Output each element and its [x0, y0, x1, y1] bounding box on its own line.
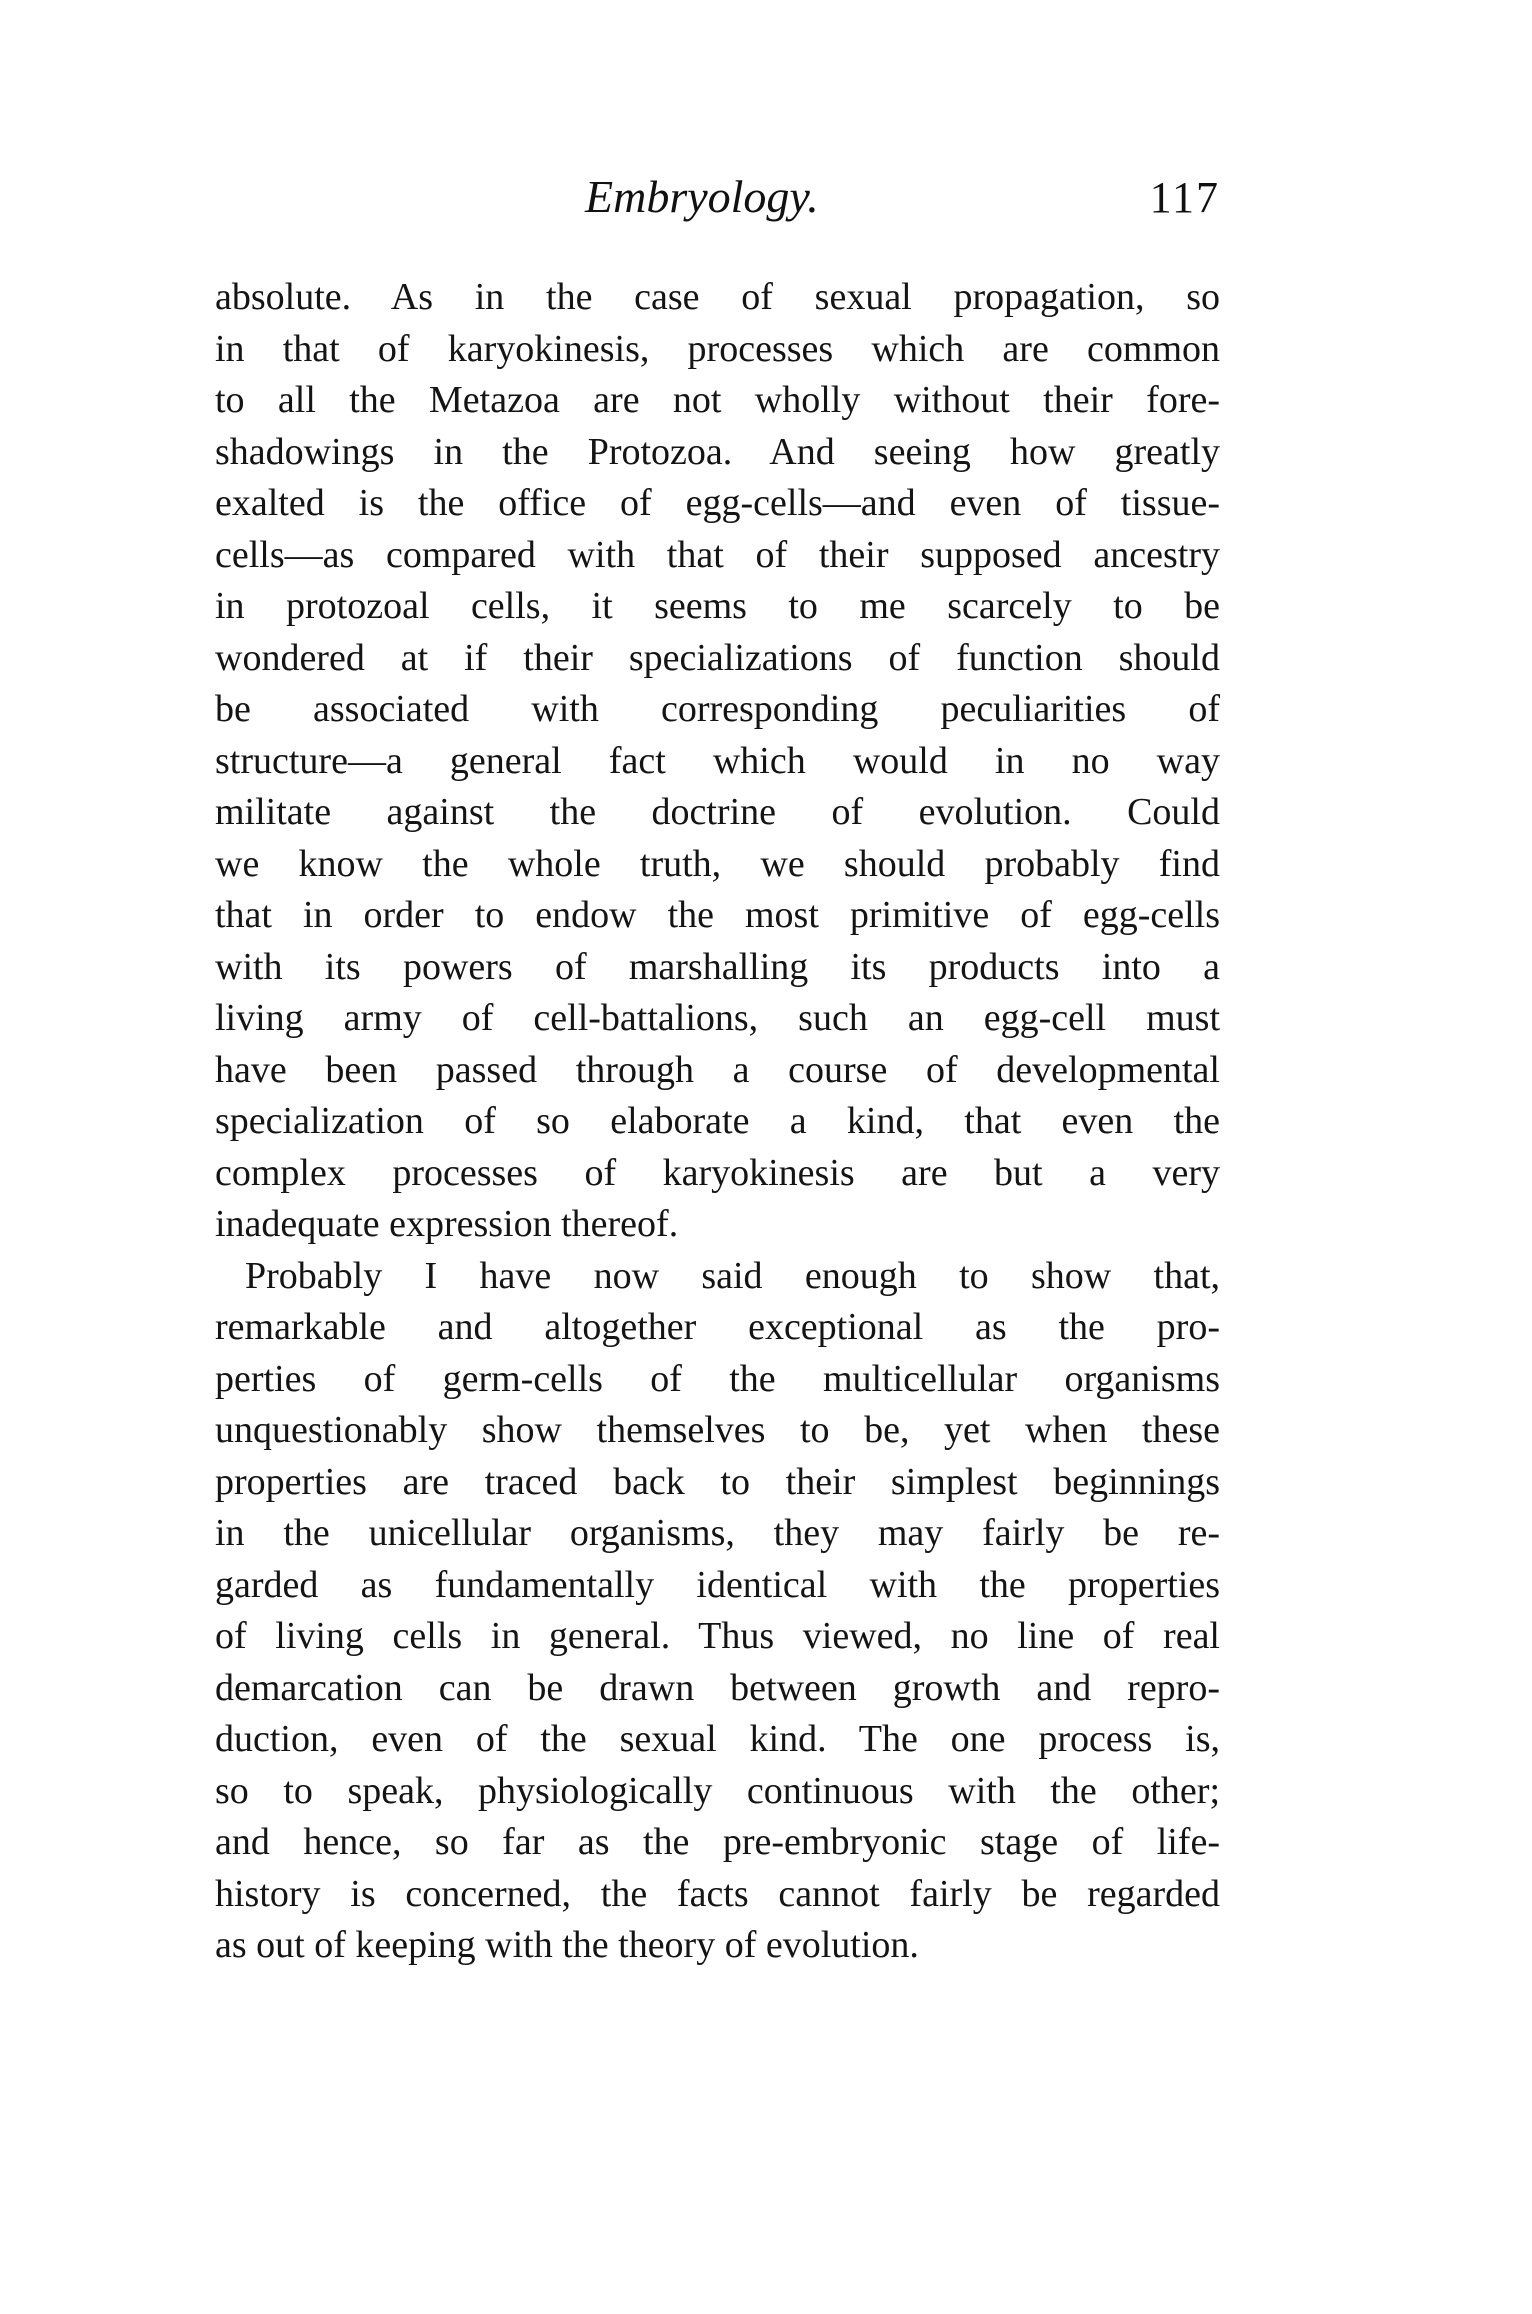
- text-line: Probably I have now said enough to show that,: [245, 1254, 1220, 1297]
- text-line: living army of cell-battalions, such an egg-cell must: [215, 997, 1220, 1039]
- running-head: [215, 170, 1220, 240]
- text-line: wondered at if their specializations of function should: [215, 636, 1220, 679]
- text-line: to all the Metazoa are not wholly without their fore-: [215, 379, 1220, 421]
- text-line: shadowings in the Protozoa. And seeing how greatly: [215, 430, 1220, 473]
- text-line: specialization of so elaborate a kind, that even the: [215, 1100, 1220, 1142]
- text-line: remarkable and altogether exceptional as the pro-: [215, 1306, 1220, 1348]
- text-line: with its powers of marshalling its products into a: [215, 945, 1220, 988]
- text-line: garded as fundamentally identical with the properties: [215, 1563, 1220, 1606]
- chapter-title: Embryology.: [585, 171, 819, 222]
- text-line: absolute. As in the case of sexual propagation, so: [215, 276, 1220, 318]
- text-line: so to speak, physiologically continuous with the other;: [215, 1769, 1220, 1812]
- text-line: in protozoal cells, it seems to me scarcely to be: [215, 585, 1220, 627]
- text-line: have been passed through a course of developmental: [215, 1048, 1220, 1091]
- text-line: demarcation can be drawn between growth and repro-: [215, 1666, 1220, 1709]
- text-line: of living cells in general. Thus viewed, no line of real: [215, 1615, 1220, 1657]
- text-line: unquestionably show themselves to be, yet when these: [215, 1409, 1220, 1451]
- text-line: in that of karyokinesis, processes which are common: [215, 327, 1220, 370]
- text-line: that in order to endow the most primitive of egg-cells: [215, 894, 1220, 936]
- body-text: [215, 272, 1220, 1972]
- text-line: be associated with corresponding peculiarities of: [215, 688, 1220, 730]
- text-line: and hence, so far as the pre-embryonic stage of life-: [215, 1821, 1220, 1863]
- paragraph-1: [215, 272, 1220, 1251]
- paragraph-2: [215, 1251, 1220, 1972]
- text-line: militate against the doctrine of evolution. Could: [215, 791, 1220, 833]
- text-line: perties of germ-cells of the multicellular organisms: [215, 1357, 1220, 1400]
- page-number: 117: [1149, 173, 1220, 222]
- text-line: complex processes of karyokinesis are but a very: [215, 1151, 1220, 1194]
- text-line: we know the whole truth, we should probably find: [215, 842, 1220, 885]
- text-line: duction, even of the sexual kind. The one process is,: [215, 1718, 1220, 1760]
- text-line: properties are traced back to their simplest beginnings: [215, 1460, 1220, 1503]
- text-line: inadequate expression thereof.: [215, 1203, 679, 1245]
- text-line: as out of keeping with the theory of evolution.: [215, 1924, 919, 1966]
- text-line: history is concerned, the facts cannot fairly be regarded: [215, 1872, 1220, 1915]
- text-line: cells—as compared with that of their supposed ancestry: [215, 533, 1220, 576]
- text-line: in the unicellular organisms, they may fairly be re-: [215, 1512, 1220, 1554]
- text-line: structure—a general fact which would in no way: [215, 739, 1220, 782]
- text-line: exalted is the office of egg-cells—and even of tissue-: [215, 482, 1220, 524]
